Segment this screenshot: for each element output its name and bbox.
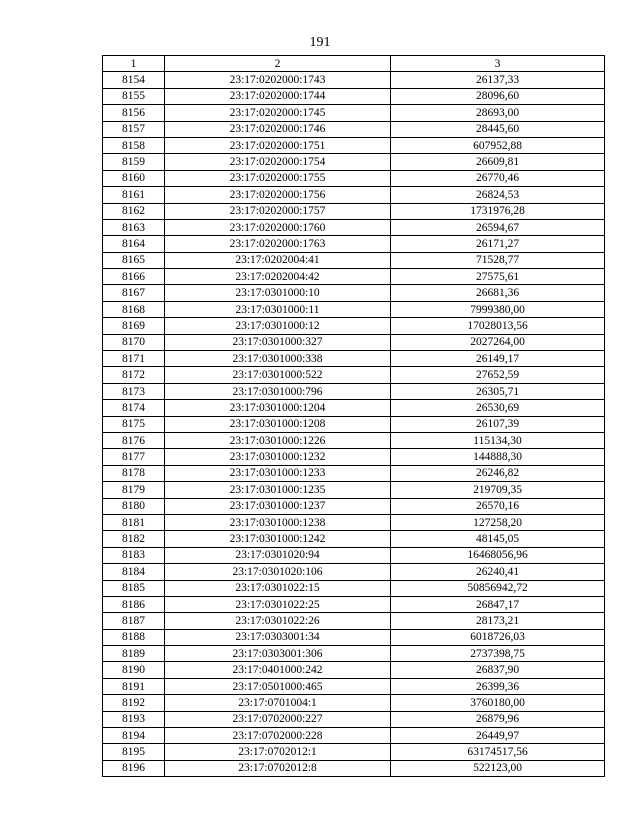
- cell-value: 7999380,00: [391, 301, 605, 317]
- table-row: [103, 187, 605, 203]
- cell-value: 71528,77: [391, 252, 605, 268]
- table-row: [103, 760, 605, 776]
- cell-value: 63174517,56: [391, 744, 605, 760]
- cell-row-number: 8164: [103, 236, 165, 252]
- cell-value: 26770,46: [391, 170, 605, 186]
- cell-cadastral-number: 23:17:0301000:1208: [165, 416, 391, 432]
- cell-value: 26530,69: [391, 400, 605, 416]
- cell-value: 127258,20: [391, 514, 605, 530]
- table-row: [103, 547, 605, 563]
- cell-row-number: 8162: [103, 203, 165, 219]
- table-row: [103, 367, 605, 383]
- table-row: [103, 351, 605, 367]
- cell-cadastral-number: 23:17:0202000:1760: [165, 219, 391, 235]
- registry-table-body: [103, 56, 605, 777]
- cell-value: 115134,30: [391, 432, 605, 448]
- cell-value: 16468056,96: [391, 547, 605, 563]
- cell-cadastral-number: 23:17:0301000:327: [165, 334, 391, 350]
- cell-row-number: 8196: [103, 760, 165, 776]
- cell-value: 26609,81: [391, 154, 605, 170]
- cell-row-number: 8177: [103, 449, 165, 465]
- cell-cadastral-number: 23:17:0202004:42: [165, 269, 391, 285]
- cell-row-number: 8192: [103, 695, 165, 711]
- table-row: [103, 629, 605, 645]
- cell-cadastral-number: 23:17:0301000:11: [165, 301, 391, 317]
- cell-row-number: 8176: [103, 432, 165, 448]
- cell-cadastral-number: 23:17:0301000:1238: [165, 514, 391, 530]
- cell-row-number: 8170: [103, 334, 165, 350]
- table-row: [103, 564, 605, 580]
- cell-value: 6018726,03: [391, 629, 605, 645]
- cell-cadastral-number: 23:17:0702000:228: [165, 728, 391, 744]
- cell-value: 26305,71: [391, 383, 605, 399]
- cell-row-number: 8185: [103, 580, 165, 596]
- table-row: [103, 416, 605, 432]
- cell-row-number: 8178: [103, 465, 165, 481]
- cell-row-number: 8183: [103, 547, 165, 563]
- cell-value: 27652,59: [391, 367, 605, 383]
- cell-value: 28173,21: [391, 613, 605, 629]
- table-row: [103, 236, 605, 252]
- table-row: [103, 531, 605, 547]
- cell-row-number: 8155: [103, 88, 165, 104]
- cell-cadastral-number: 23:17:0303001:34: [165, 629, 391, 645]
- cell-row-number: 8158: [103, 137, 165, 153]
- cell-row-number: 8156: [103, 105, 165, 121]
- cell-row-number: 8175: [103, 416, 165, 432]
- cell-value: 219709,35: [391, 482, 605, 498]
- table-row: [103, 728, 605, 744]
- cell-row-number: 8179: [103, 482, 165, 498]
- table-row: [103, 154, 605, 170]
- cell-cadastral-number: 23:17:0301000:1232: [165, 449, 391, 465]
- cell-row-number: 8159: [103, 154, 165, 170]
- cell-row-number: 8180: [103, 498, 165, 514]
- cell-row-number: 8188: [103, 629, 165, 645]
- table-row: [103, 285, 605, 301]
- table-row: [103, 646, 605, 662]
- cell-row-number: 8166: [103, 269, 165, 285]
- cell-row-number: 8173: [103, 383, 165, 399]
- table-row: [103, 334, 605, 350]
- table-row: [103, 301, 605, 317]
- table-row: [103, 678, 605, 694]
- cell-cadastral-number: 23:17:0301000:796: [165, 383, 391, 399]
- column-header-2: 2: [165, 56, 391, 72]
- cell-value: 607952,88: [391, 137, 605, 153]
- cell-cadastral-number: 23:17:0202000:1746: [165, 121, 391, 137]
- cell-row-number: 8187: [103, 613, 165, 629]
- cell-cadastral-number: 23:17:0702012:1: [165, 744, 391, 760]
- cell-value: 3760180,00: [391, 695, 605, 711]
- cell-row-number: 8190: [103, 662, 165, 678]
- table-row: [103, 105, 605, 121]
- cell-cadastral-number: 23:17:0301000:1242: [165, 531, 391, 547]
- cell-value: 26399,36: [391, 678, 605, 694]
- cell-cadastral-number: 23:17:0301020:106: [165, 564, 391, 580]
- cell-value: 50856942,72: [391, 580, 605, 596]
- table-row: [103, 121, 605, 137]
- cell-cadastral-number: 23:17:0301000:1235: [165, 482, 391, 498]
- cell-cadastral-number: 23:17:0202000:1756: [165, 187, 391, 203]
- table-row: [103, 383, 605, 399]
- cell-cadastral-number: 23:17:0202000:1745: [165, 105, 391, 121]
- cell-row-number: 8168: [103, 301, 165, 317]
- cell-cadastral-number: 23:17:0301000:10: [165, 285, 391, 301]
- table-header-row: [103, 56, 605, 72]
- cell-cadastral-number: 23:17:0202000:1757: [165, 203, 391, 219]
- cell-cadastral-number: 23:17:0301000:522: [165, 367, 391, 383]
- registry-table: [102, 55, 605, 777]
- cell-value: 28693,00: [391, 105, 605, 121]
- cell-cadastral-number: 23:17:0701004:1: [165, 695, 391, 711]
- table-row: [103, 449, 605, 465]
- cell-row-number: 8194: [103, 728, 165, 744]
- table-row: [103, 744, 605, 760]
- cell-cadastral-number: 23:17:0301022:15: [165, 580, 391, 596]
- cell-value: 26246,82: [391, 465, 605, 481]
- cell-row-number: 8167: [103, 285, 165, 301]
- cell-row-number: 8163: [103, 219, 165, 235]
- cell-value: 28096,60: [391, 88, 605, 104]
- cell-value: 26137,33: [391, 72, 605, 88]
- table-row: [103, 137, 605, 153]
- cell-cadastral-number: 23:17:0501000:465: [165, 678, 391, 694]
- cell-value: 26847,17: [391, 596, 605, 612]
- table-row: [103, 252, 605, 268]
- cell-row-number: 8172: [103, 367, 165, 383]
- cell-value: 26171,27: [391, 236, 605, 252]
- table-row: [103, 318, 605, 334]
- cell-value: 17028013,56: [391, 318, 605, 334]
- cell-cadastral-number: 23:17:0301020:94: [165, 547, 391, 563]
- cell-row-number: 8191: [103, 678, 165, 694]
- cell-value: 522123,00: [391, 760, 605, 776]
- table-row: [103, 465, 605, 481]
- table-row: [103, 514, 605, 530]
- cell-row-number: 8186: [103, 596, 165, 612]
- cell-value: 26107,39: [391, 416, 605, 432]
- cell-cadastral-number: 23:17:0202000:1751: [165, 137, 391, 153]
- cell-cadastral-number: 23:17:0202000:1755: [165, 170, 391, 186]
- table-row: [103, 580, 605, 596]
- cell-row-number: 8160: [103, 170, 165, 186]
- cell-row-number: 8174: [103, 400, 165, 416]
- table-row: [103, 203, 605, 219]
- cell-cadastral-number: 23:17:0301000:1237: [165, 498, 391, 514]
- table-row: [103, 498, 605, 514]
- cell-value: 26681,36: [391, 285, 605, 301]
- cell-value: 2027264,00: [391, 334, 605, 350]
- table-row: [103, 269, 605, 285]
- table-row: [103, 170, 605, 186]
- column-header-3: 3: [391, 56, 605, 72]
- cell-row-number: 8171: [103, 351, 165, 367]
- cell-row-number: 8189: [103, 646, 165, 662]
- cell-cadastral-number: 23:17:0202000:1744: [165, 88, 391, 104]
- cell-value: 26240,41: [391, 564, 605, 580]
- cell-cadastral-number: 23:17:0301000:338: [165, 351, 391, 367]
- table-row: [103, 400, 605, 416]
- table-row: [103, 596, 605, 612]
- cell-row-number: 8182: [103, 531, 165, 547]
- cell-value: 144888,30: [391, 449, 605, 465]
- cell-value: 2737398,75: [391, 646, 605, 662]
- cell-cadastral-number: 23:17:0202000:1754: [165, 154, 391, 170]
- cell-cadastral-number: 23:17:0303001:306: [165, 646, 391, 662]
- cell-cadastral-number: 23:17:0401000:242: [165, 662, 391, 678]
- cell-cadastral-number: 23:17:0202000:1763: [165, 236, 391, 252]
- cell-row-number: 8157: [103, 121, 165, 137]
- cell-value: 26879,96: [391, 711, 605, 727]
- cell-row-number: 8181: [103, 514, 165, 530]
- cell-value: 26824,53: [391, 187, 605, 203]
- cell-row-number: 8165: [103, 252, 165, 268]
- page-number: 191: [309, 35, 331, 50]
- table-row: [103, 88, 605, 104]
- cell-row-number: 8169: [103, 318, 165, 334]
- cell-cadastral-number: 23:17:0702012:8: [165, 760, 391, 776]
- cell-cadastral-number: 23:17:0301000:1233: [165, 465, 391, 481]
- cell-cadastral-number: 23:17:0301000:12: [165, 318, 391, 334]
- cell-row-number: 8193: [103, 711, 165, 727]
- cell-value: 26570,16: [391, 498, 605, 514]
- cell-cadastral-number: 23:17:0202004:41: [165, 252, 391, 268]
- table-row: [103, 432, 605, 448]
- cell-row-number: 8184: [103, 564, 165, 580]
- table-row: [103, 662, 605, 678]
- cell-value: 27575,61: [391, 269, 605, 285]
- table-row: [103, 695, 605, 711]
- cell-cadastral-number: 23:17:0301000:1204: [165, 400, 391, 416]
- cell-value: 26449,97: [391, 728, 605, 744]
- table-row: [103, 711, 605, 727]
- cell-cadastral-number: 23:17:0301022:26: [165, 613, 391, 629]
- cell-value: 1731976,28: [391, 203, 605, 219]
- cell-cadastral-number: 23:17:0702000:227: [165, 711, 391, 727]
- cell-value: 26149,17: [391, 351, 605, 367]
- cell-cadastral-number: 23:17:0202000:1743: [165, 72, 391, 88]
- table-row: [103, 613, 605, 629]
- table-row: [103, 482, 605, 498]
- table-row: [103, 219, 605, 235]
- cell-value: 28445,60: [391, 121, 605, 137]
- cell-value: 26837,90: [391, 662, 605, 678]
- cell-cadastral-number: 23:17:0301000:1226: [165, 432, 391, 448]
- column-header-1: 1: [103, 56, 165, 72]
- table-row: [103, 72, 605, 88]
- cell-row-number: 8195: [103, 744, 165, 760]
- cell-value: 26594,67: [391, 219, 605, 235]
- cell-row-number: 8154: [103, 72, 165, 88]
- cell-cadastral-number: 23:17:0301022:25: [165, 596, 391, 612]
- cell-value: 48145,05: [391, 531, 605, 547]
- cell-row-number: 8161: [103, 187, 165, 203]
